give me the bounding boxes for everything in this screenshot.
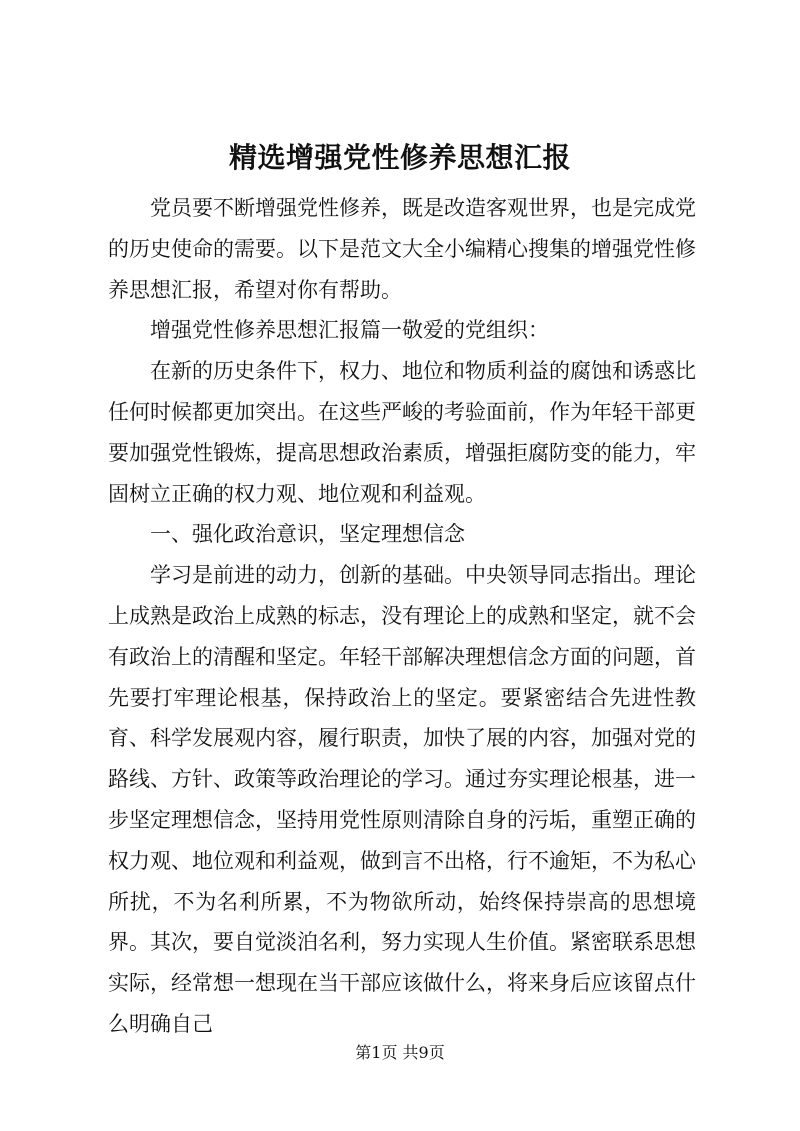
paragraph-heading-salutation: 增强党性修养思想汇报篇一敬爱的党组织： bbox=[150, 318, 549, 343]
paragraph-study: 学习是前进的动力，创新的基础。中央领导同志指出。理论上成熟是政治上成熟的标志，没有理论上的成熟和坚定，就不会有政治上的清醒和坚定。年轻干部解决理想信念方面的问题，首先要打牢理论根基，保持政治上的坚定。要紧密结合先进性教育、科学发展观内容，履行职责，加快了展的内容，加强对党的路线、方针、政策等政治理论的学习。通过夯实理论根基，进一步坚定理想信念，坚持用党性原则清除自身的污垢，重塑正确的权力观、地位观和利益观，做到言不出格，行不逾矩，不为私心所扰，不为名利所累，不为物欲所动，始终保持崇高的思想境界。其次，要自觉淡泊名利，努力实现人生价值。紧密联系思想实际，经常想一想现在当干部应该做什么，将来身后应该留点什么明确自己 bbox=[108, 563, 696, 1036]
paragraph-intro: 党员要不断增强党性修养，既是改造客观世界，也是完成党的历史使命的需要。以下是范文大全小编精心搜集的增强党性修养思想汇报，希望对你有帮助。 bbox=[108, 196, 696, 302]
section-heading-one: 一、强化政治意识，坚定理想信念 bbox=[150, 522, 465, 547]
document-title: 精选增强党性修养思想汇报 bbox=[228, 141, 571, 174]
page-footer bbox=[0, 1043, 800, 1063]
page-indicator: 第1页 共9页 bbox=[355, 1043, 445, 1062]
document-body bbox=[108, 188, 696, 1045]
paragraph-context: 在新的历史条件下，权力、地位和物质利益的腐蚀和诱惑比任何时候都更加突出。在这些严峻的考验面前，作为年轻干部更要加强党性锻炼，提高思想政治素质，增强拒腐防变的能力，牢固树立正确的权力观、地位观和利益观。 bbox=[108, 359, 696, 506]
